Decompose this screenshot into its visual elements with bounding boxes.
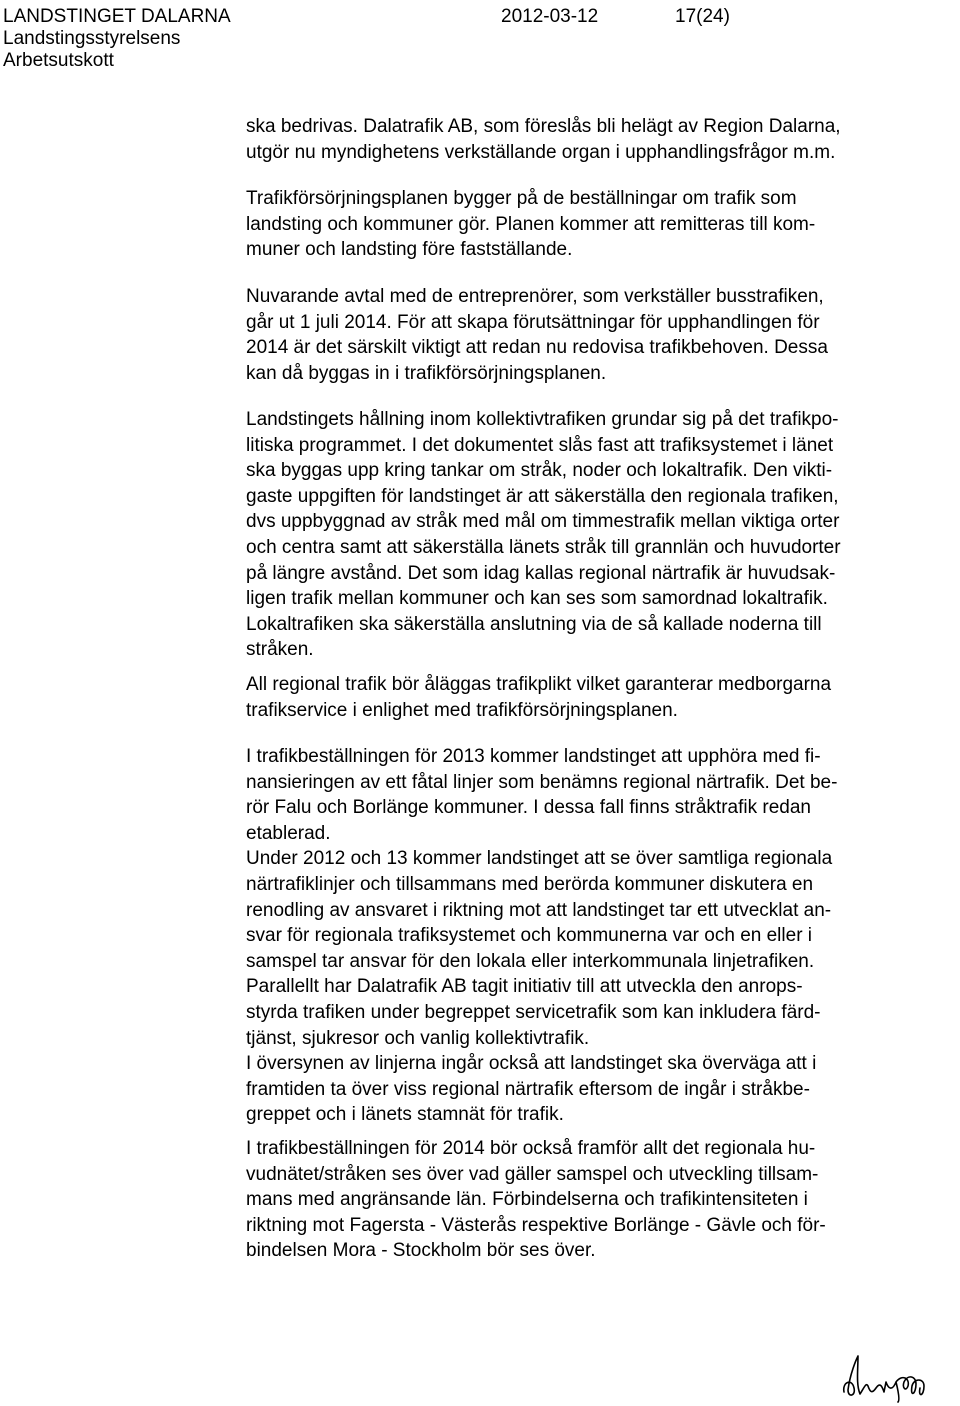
text-line: och centra samt att säkerställa länets stråk till grannlän och huvudorter <box>246 536 841 558</box>
handwritten-initials <box>838 1352 942 1404</box>
page-number: 17(24) <box>675 6 730 27</box>
text-line: går ut 1 juli 2014. För att skapa förutsättningar för upphandlingen för <box>246 311 820 333</box>
text-line: rör Falu och Borlänge kommuner. I dessa fall finns stråktrafik redan <box>246 797 811 819</box>
text-line: ska bedrivas. Dalatrafik AB, som föreslås bli helägt av Region Dalarna, <box>246 116 841 137</box>
text-line: vudnätet/stråken ses över vad gäller samspel och utveckling tillsam- <box>246 1163 819 1185</box>
text-line: Trafikförsörjningsplanen bygger på de beställningar om trafik som <box>246 188 797 209</box>
text-line: litiska programmet. I det dokumentet slås fast att trafiksystemet i länet <box>246 434 834 456</box>
text-line: ska byggas upp kring tankar om stråk, noder och lokaltrafik. Den vikti- <box>246 460 833 482</box>
text-line: utgör nu myndighetens verkställande organ i upphandlingsfrågor m.m. <box>246 141 836 163</box>
text-line: renodling av ansvaret i riktning mot att landstinget tar ett utvecklat an- <box>246 899 832 921</box>
text-line: tjänst, sjukresor och vanlig kollektivtrafik. <box>246 1027 590 1049</box>
text-line: trafikservice i enlighet med trafikförsörjningsplanen. <box>246 699 678 721</box>
text-line: muner och landsting före fastställande. <box>246 239 573 261</box>
paragraph-6 <box>246 744 916 1128</box>
document-date: 2012-03-12 <box>501 6 599 27</box>
text-line: nansieringen av ett fåtal linjer som benämns regional närtrafik. Det be- <box>246 771 838 793</box>
text-line: stråken. <box>246 639 314 661</box>
text-line: landsting och kommuner gör. Planen kommer att remitteras till kom- <box>246 213 816 235</box>
text-line: Parallellt har Dalatrafik AB tagit initiativ till att utveckla den anrops- <box>246 976 803 998</box>
text-line: Landstingets hållning inom kollektivtrafiken grundar sig på det trafikpo- <box>246 409 839 430</box>
organization-name: LANDSTINGET DALARNA <box>3 6 231 27</box>
text-line: greppet och i länets stamnät för trafik. <box>246 1104 564 1126</box>
text-line: mans med angränsande län. Förbindelserna och trafikintensiteten i <box>246 1189 808 1211</box>
text-line: I trafikbeställningen för 2013 kommer landstinget att upphöra med fi- <box>246 746 821 767</box>
text-line: Nuvarande avtal med de entreprenörer, som verkställer busstrafiken, <box>246 286 824 307</box>
paragraph-7 <box>246 1136 916 1264</box>
committee-name: Arbetsutskott <box>3 50 114 71</box>
paragraph-5 <box>246 672 916 723</box>
department-name: Landstingsstyrelsens <box>3 28 181 49</box>
text-line: I översynen av linjerna ingår också att landstinget ska överväga att i <box>246 1053 817 1075</box>
text-line: dvs uppbyggnad av stråk med mål om timmestrafik mellan viktiga orter <box>246 511 840 533</box>
paragraph-4 <box>246 407 916 663</box>
document-header <box>3 6 943 72</box>
text-line: Under 2012 och 13 kommer landstinget att se över samtliga regionala <box>246 848 833 870</box>
header-line-3 <box>3 50 943 72</box>
text-line: svar för regionala trafiksystemet och kommunerna var och en eller i <box>246 925 813 947</box>
text-line: I trafikbeställningen för 2014 bör också framför allt det regionala hu- <box>246 1138 816 1159</box>
header-line-1 <box>3 6 943 28</box>
paragraph-1 <box>246 114 916 165</box>
text-line: All regional trafik bör åläggas trafikplikt vilket garanterar medborgarna <box>246 674 832 695</box>
text-line: Lokaltrafiken ska säkerställa anslutning via de så kallade noderna till <box>246 613 822 635</box>
text-line: etablerad. <box>246 822 331 844</box>
text-line: riktning mot Fagersta - Västerås respektive Borlänge - Gävle och för- <box>246 1214 826 1236</box>
text-line: kan då byggas in i trafikförsörjningsplanen. <box>246 362 607 384</box>
paragraph-2 <box>246 186 916 263</box>
text-line: 2014 är det särskilt viktigt att redan nu redovisa trafikbehoven. Dessa <box>246 337 828 359</box>
text-line: framtiden ta över viss regional närtrafik eftersom de ingår i stråkbe- <box>246 1078 810 1100</box>
text-line: ligen trafik mellan kommuner och kan ses som samordnad lokaltrafik. <box>246 588 828 610</box>
text-line: samspel tar ansvar för den lokala eller interkommunala linjetrafiken. <box>246 950 815 972</box>
text-line: på längre avstånd. Det som idag kallas regional närtrafik är huvudsak- <box>246 562 836 584</box>
header-line-2 <box>3 28 943 50</box>
text-line: bindelsen Mora - Stockholm bör ses över. <box>246 1240 596 1262</box>
text-line: gaste uppgiften för landstinget är att säkerställa den regionala trafiken, <box>246 485 839 507</box>
paragraph-3 <box>246 284 916 386</box>
text-line: närtrafiklinjer och tillsammans med berörda kommuner diskutera en <box>246 873 814 895</box>
text-line: styrda trafiken under begreppet servicetrafik som kan inkludera färd- <box>246 1001 821 1023</box>
